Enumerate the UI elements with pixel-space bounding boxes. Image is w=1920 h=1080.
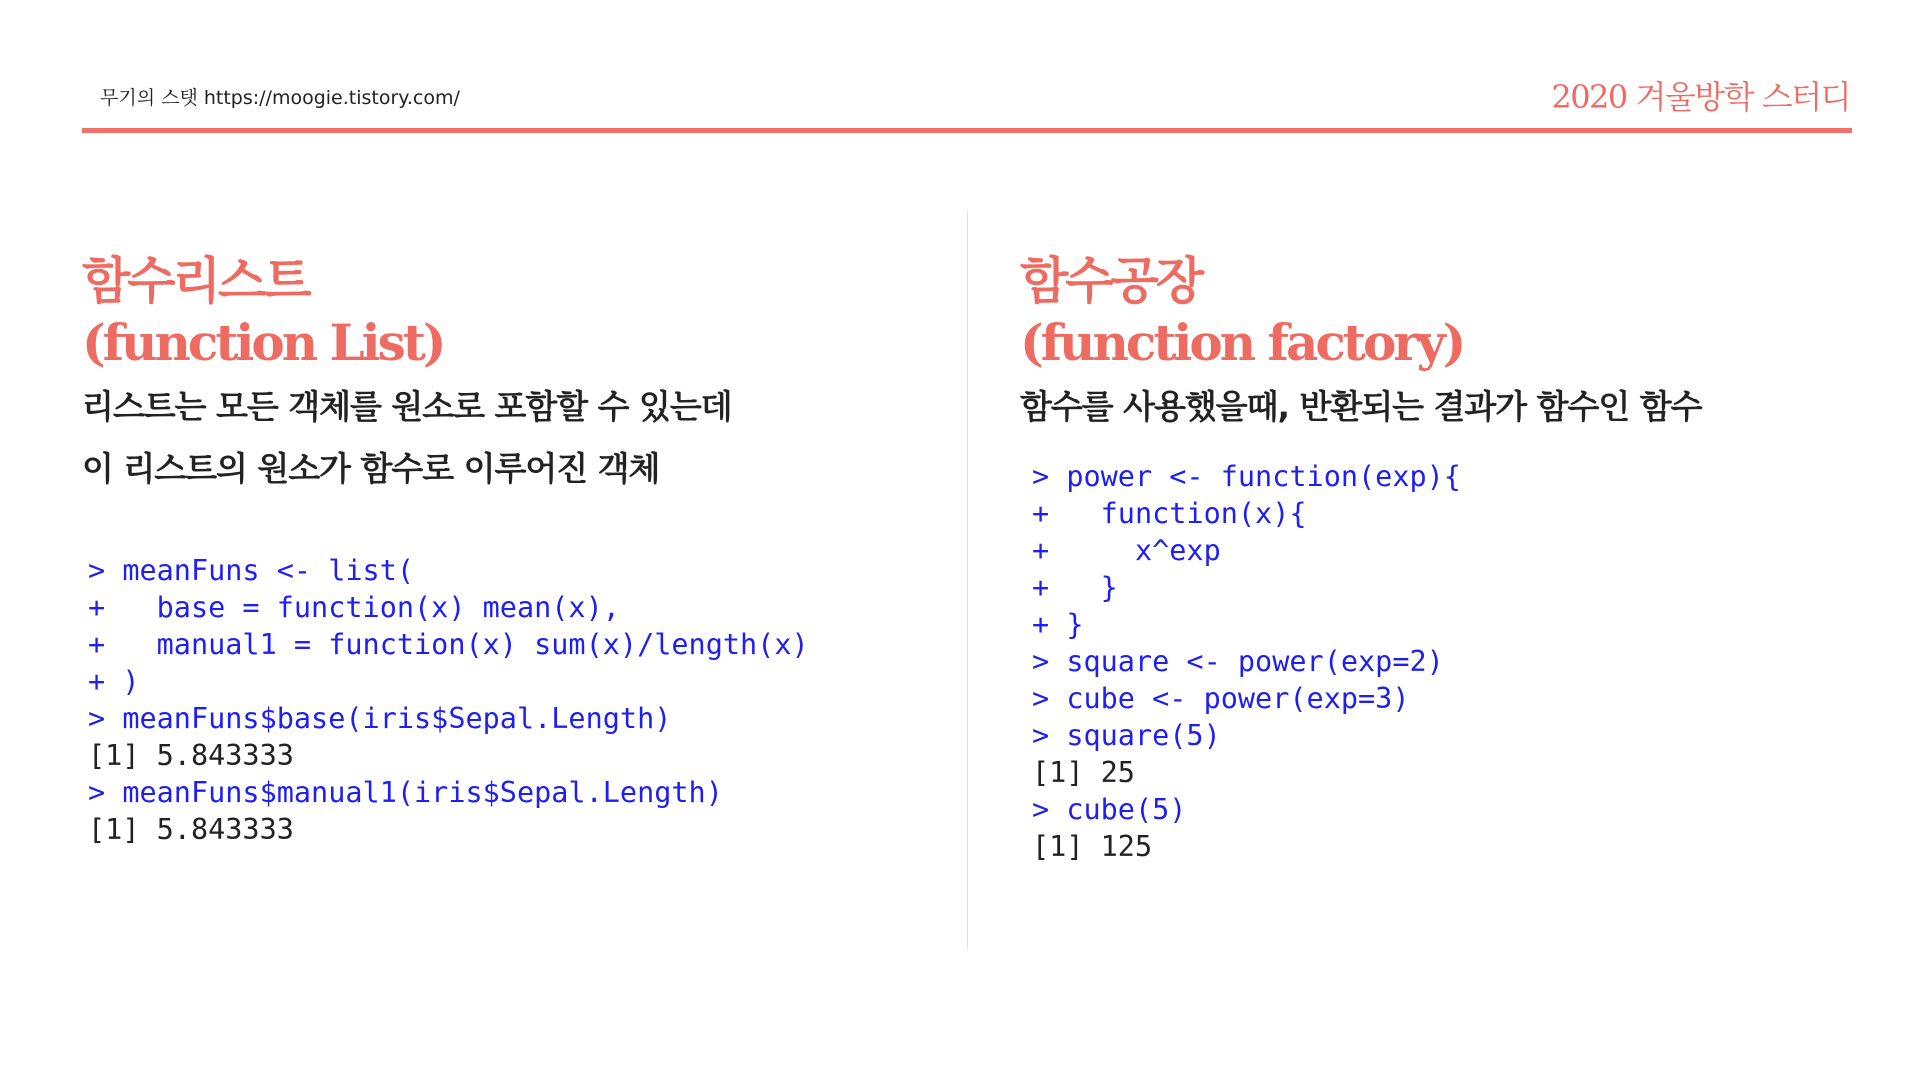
code-line: > power <- function(exp){	[1032, 460, 1461, 493]
code-line: > meanFuns <- list(	[88, 554, 415, 587]
header-rule	[82, 128, 1852, 133]
code-line: > cube(5)	[1032, 793, 1187, 826]
column-divider	[967, 210, 968, 950]
series-title: 2020 겨울방학 스터디	[1551, 78, 1850, 116]
function-factory-section	[1020, 250, 1860, 865]
code-line: > square <- power(exp=2)	[1032, 645, 1444, 678]
code-line: + )	[88, 665, 140, 698]
description-line: 이 리스트의 원소가 함수로 이루어진 객체	[82, 449, 660, 488]
code-line: > cube <- power(exp=3)	[1032, 682, 1410, 715]
title-korean: 함수공장	[1020, 251, 1202, 310]
title-korean: 함수리스트	[82, 251, 309, 310]
title-english: (function List)	[82, 313, 444, 372]
code-line: > square(5)	[1032, 719, 1221, 752]
code-output-line: [1] 25	[1032, 756, 1135, 789]
title-english: (function factory)	[1020, 313, 1464, 372]
section-description	[82, 376, 942, 500]
site-url: 무기의 스탯 https://moogie.tistory.com/	[100, 87, 460, 109]
section-title	[82, 250, 942, 374]
section-description	[1020, 376, 1860, 438]
function-list-section	[82, 250, 942, 848]
code-output-line: [1] 125	[1032, 830, 1153, 863]
section-title	[1020, 250, 1860, 374]
code-line: + }	[1032, 608, 1084, 641]
code-output-line: [1] 5.843333	[88, 813, 294, 846]
code-line: > meanFuns$manual1(iris$Sepal.Length)	[88, 776, 723, 809]
code-block	[1020, 458, 1860, 865]
code-output-line: [1] 5.843333	[88, 739, 294, 772]
code-line: > meanFuns$base(iris$Sepal.Length)	[88, 702, 672, 735]
description-line: 리스트는 모든 객체를 원소로 포함할 수 있는데	[82, 387, 732, 426]
code-line: + }	[1032, 571, 1118, 604]
code-line: + base = function(x) mean(x),	[88, 591, 620, 624]
description-line: 함수를 사용했을때, 반환되는 결과가 함수인 함수	[1020, 387, 1702, 426]
code-block	[82, 552, 942, 848]
code-line: + x^exp	[1032, 534, 1221, 567]
code-line: + function(x){	[1032, 497, 1307, 530]
code-line: + manual1 = function(x) sum(x)/length(x)	[88, 628, 809, 661]
